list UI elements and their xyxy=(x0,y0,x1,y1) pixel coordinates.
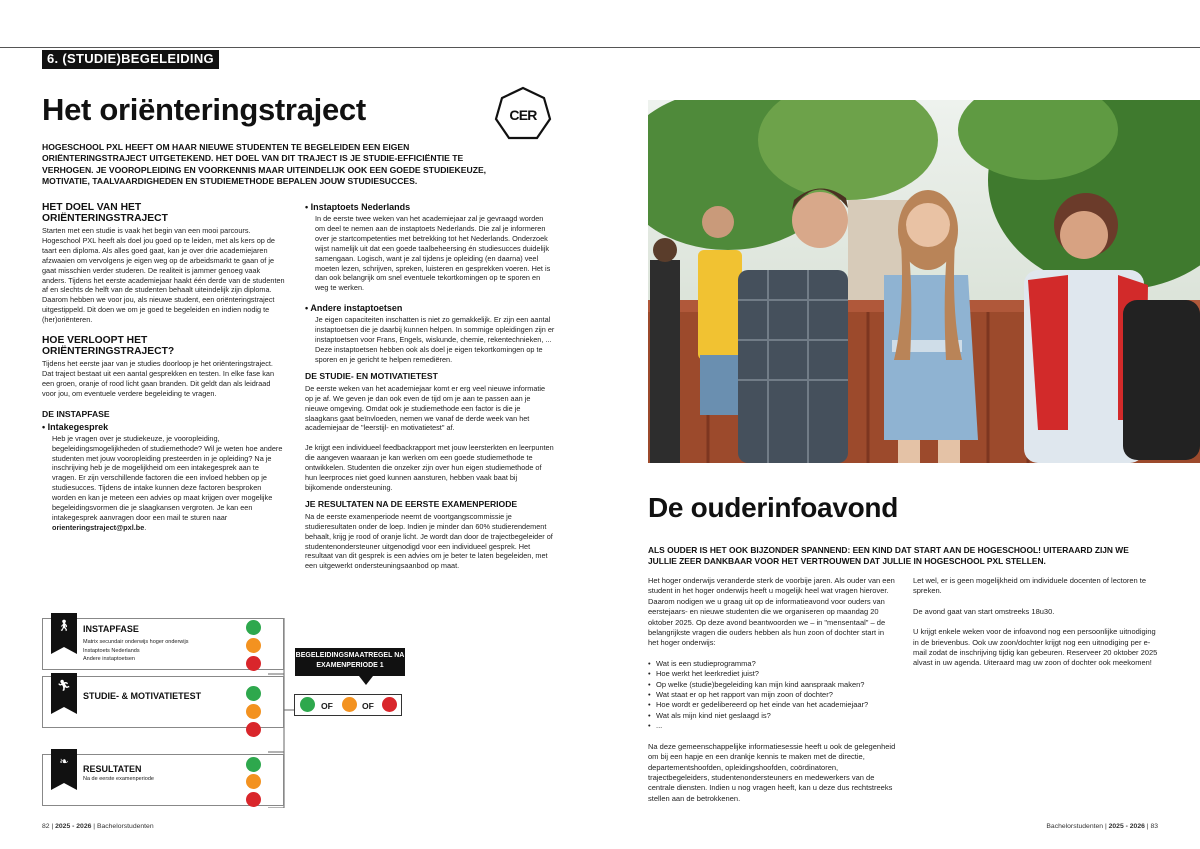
right-column-1 xyxy=(648,576,896,804)
list-item: • ... xyxy=(648,721,896,731)
paragraph-ouders-2: Na deze gemeenschappelijke informatiesessie heeft u ook de gelegenheid om bij een hapje en een drankje kennis te maken met de directie, departementshoofden, opleidingshoofden, coördinatoren, trajectbegeleiders, studentenondersteuners en medewerkers van de centrale diensten. Indien u nog vragen heeft, kan u deze dus rechtstreeks stellen aan de betrokkenen. xyxy=(648,741,896,803)
light-orange xyxy=(342,697,357,712)
heading-instapfase: DE INSTAPFASE xyxy=(42,408,110,419)
footer-separator: | xyxy=(1146,823,1149,830)
cer-badge-label: CER xyxy=(509,107,537,123)
diagram-title-resultaten: RESULTATEN xyxy=(83,764,142,774)
footer-year: 2025 - 2026 xyxy=(55,823,92,830)
email-link[interactable]: orienteringstraject@pxl.be xyxy=(52,522,145,532)
footer-label: Bachelorstudenten xyxy=(96,823,154,830)
page-number: 82 xyxy=(42,823,50,830)
section-tag: 6. (STUDIE)BEGELEIDING xyxy=(42,50,219,69)
paragraph-doel: Starten met een studie is vaak het begin van een mooi parcours. Hogeschool PXL heeft als doel jou goed op te leiden, met als kers op de taart een diploma. Als alles goed gaat, kan je over drie academiejaren afzwaaien om vervolgens je eigen weg op de arbeidsmarkt te gaan of je gaat misschien verder studeren. De realiteit is jammer genoeg vaak anders. Tijdens het eerste academiejaar haakt één derde van de studenten af en slechts de helft van de studenten behaalt uiteindelijk zijn diploma. Daarom hebben we voor jou, als nieuwe student, een oriënteringstraject uitgestippeld. Dit doen we om je goed te begeleiden en indien nodig te (her)oriënteren. xyxy=(42,226,285,325)
footer-separator: | xyxy=(51,823,54,830)
footer-year: 2025 - 2026 xyxy=(1108,823,1145,830)
section-title-ouderinfoavond: De ouderinfoavond xyxy=(648,492,899,523)
trophy-icon: ❧ xyxy=(51,749,77,783)
heading-verloop: HOE VERLOOPT HET ORIËNTERINGSTRAJECT? xyxy=(42,335,175,358)
light-red xyxy=(246,792,261,807)
light-green xyxy=(246,686,261,701)
bullet-instaptoets-nl: • Instaptoets Nederlands xyxy=(305,202,555,213)
light-orange xyxy=(246,704,261,719)
heading-doel: HET DOEL VAN HET ORIËNTERINGSTRAJECT xyxy=(42,202,168,224)
of-label-1: OF xyxy=(321,701,333,711)
intro-ouderinfoavond: ALS OUDER IS HET OOK BIJZONDER SPANNEND: EEN KIND DAT START AAN DE HOGESCHOOL! UITERAARD ZIJN WE JULLIE ZEER DANKBAAR VOOR HET VERTROUWEN DAT JULLIE IN HOGESCHOOL PXL STELLEN. xyxy=(648,545,1129,566)
result-lights-box xyxy=(294,694,402,716)
paragraph-let-wel: Let wel, er is geen mogelijkheid om individuele docenten of lectoren te spreken. xyxy=(913,576,1147,596)
page-number: 83 xyxy=(1150,823,1158,830)
diagram-items-resultaten xyxy=(83,775,154,784)
light-green xyxy=(246,620,261,635)
paragraph-uitnodiging: U krijgt enkele weken voor de infoavond nog een persoonlijke uitnodiging in de brievenbus. Ook uw zoon/dochter krijgt nog een uitnodiging per e-mail zodat de inschrijving tijdig kan gebeuren. Reserveer 20 oktober 2025 alvast in uw agenda. Uiteraard mag uw zoon of dochter ook meekomen! xyxy=(913,627,1158,668)
left-column-1 xyxy=(42,202,285,533)
light-green xyxy=(300,697,315,712)
page-title: Het oriënteringstraject xyxy=(42,92,366,127)
diagram-item: Instaptoets Nederlands xyxy=(83,647,140,654)
list-item: • Wat is een studieprogramma? xyxy=(648,659,896,669)
paragraph-andere: Je eigen capaciteiten inschatten is niet zo gemakkelijk. Er zijn een aantal instaptoetsen die je daarbij kunnen helpen. In sommige opleidingen zijn er instaptoetsen voor Frans, Engels, wiskunde, chemie, rekentechnieken, ... Deze instaptoetsen hebben ook als doel je eigen tekortkomingen op te sporen en je gericht te helpen remediëren. xyxy=(315,315,555,364)
bullet-intakegesprek: • Intakegesprek xyxy=(42,422,285,433)
questions-list xyxy=(648,659,896,732)
list-item: • Op welke (studie)begeleiding kan mijn kind aanspraak maken? xyxy=(648,680,896,690)
diagram-items-instapfase xyxy=(83,638,188,664)
walking-person-icon: 🚶︎ xyxy=(51,613,77,647)
footer-label: Bachelorstudenten xyxy=(1046,823,1104,830)
list-item: • Wat staat er op het rapport van mijn zoon of dochter? xyxy=(648,690,896,700)
light-green xyxy=(246,757,261,772)
diagram-item: Matrix secundair onderwijs hoger onderwijs xyxy=(83,639,189,645)
footer-right xyxy=(1046,823,1158,830)
list-item: • Hoe werkt het leerkrediet juist? xyxy=(648,669,896,679)
paragraph-ouders-1: Het hoger onderwijs veranderde sterk de voorbije jaren. Als ouder van een student in het hoger onderwijs heeft u mogelijk heel wat vragen hierover. Daarom nodigen we u graag uit op de informatieavond voor ouders van eerstejaars- en nieuwe studenten die we organiseren op maandag 20 oktober 2025. Op deze avond beantwoorden we – in "mensentaal" – de belangrijkste vragen die ouders hebben als hun zoon of dochter start in het hoger onderwijs: xyxy=(648,576,895,648)
list-item: • Wat als mijn kind niet geslaagd is? xyxy=(648,711,896,721)
running-person-icon: 🏃︎ xyxy=(51,673,77,707)
left-column-2 xyxy=(305,202,555,571)
diagram-box-motivatietest xyxy=(42,676,284,728)
right-column-2 xyxy=(913,576,1163,669)
cer-badge xyxy=(494,86,552,144)
list-item: • Hoe wordt er gedelibereerd op het einde van het academiejaar? xyxy=(648,700,896,710)
diagram-item: Na de eerste examenperiode xyxy=(83,776,154,782)
intake-text: Heb je vragen over je studiekeuze, je vooropleiding, begeleidingsmogelijkheden of studiemethode? Wil je weten hoe andere studenten met jouw vooropleiding presteerden in je opleiding? Na je inschrijving heb je de mogelijkheid om een intakegesprek aan te vragen. Er zijn verschillende factoren die een invloed hebben op je studiesucces. Tijdens de intake kunnen deze factoren besproken worden en kan je meteen een advies op maat krijgen over mogelijke begeleidingsvormen die je slaagkansen vergroten. Je kan een intakegesprek aanvragen door een mail te sturen naar xyxy=(52,433,283,522)
light-red xyxy=(246,656,261,671)
diagram-title-instapfase: INSTAPFASE xyxy=(83,624,139,634)
heading-motivatietest: DE STUDIE- EN MOTIVATIETEST xyxy=(305,370,438,381)
paragraph-intake xyxy=(42,434,285,533)
intro-text: HOGESCHOOL PXL HEEFT OM HAAR NIEUWE STUDENTEN TE BEGELEIDEN EEN EIGEN ORIËNTERINGSTRAJECT UITGETEKEND. HET DOEL VAN DIT TRAJECT IS JE STUDIE-EFFICIËNTIE TE VERHOGEN. JE VOOROPLEIDING EN VOORKENNIS MAAR UITEINDELIJK OOK EEN GOEDE STUDIEKEUZE, MOTIVATIE, TAALVAARDIGHEDEN EN STUDIEMETHODE BEPALEN JOUW STUDIESUCCES. xyxy=(42,142,487,187)
heading-resultaten: JE RESULTATEN NA DE EERSTE EXAMENPERIODE xyxy=(305,498,518,509)
of-label-2: OF xyxy=(362,701,374,711)
light-red xyxy=(382,697,397,712)
intake-dot: . xyxy=(144,522,147,532)
paragraph-instaptoets-nl: In de eerste twee weken van het academiejaar zal je gevraagd worden om deel te nemen aan de instaptoets Nederlands. Die zal je informeren over je startcompetenties met betrekking tot het Nederlands. Onderzoek wijst namelijk uit dat een goede taalbeheersing én studiesucces duidelijk samengaan. Logisch, want je zal tijdens je opleiding (en daarna) veel moeten lezen, schrijven, spreken, luisteren en gesprekken voeren. Het is dan ook belangrijk om snel eventuele tekortkomingen op te sporen en weg te werken. xyxy=(315,214,551,293)
paragraph-verloop: Tijdens het eerste jaar van je studies doorloop je het oriënteringstraject. Dat traject bestaat uit een aantal gesprekken en testen. In elke fase kan een groen, oranje of rood licht gaan branden. Dit geldt dan als leidraad voor jou, om eventuele verdere begeleiding te vragen. xyxy=(42,359,275,398)
diagram-item: Andere instaptoetsen xyxy=(83,656,135,663)
footer-separator: | xyxy=(93,823,96,830)
callout-begeleidingsmaatregel: BEGELEIDINGSMAATREGEL NA EXAMENPERIODE 1 xyxy=(295,648,405,676)
light-orange xyxy=(246,774,261,789)
light-red xyxy=(246,722,261,737)
paragraph-resultaten: Na de eerste examenperiode neemt de voortgangscommissie je studieresultaten onder de loep. Indien je minder dan 60% studierendement behaalt, krijg je rood of oranje licht. Je wordt dan door de trajectbegeleider of studentenondersteuner uitgenodigd voor een individueel gesprek. Het resultaat van dit gesprek is een advies om je beter te laten begeleiden, met een uitgewerkt ondersteuningsaanbod op maat. xyxy=(305,511,553,571)
students-photo xyxy=(648,100,1200,463)
top-rule xyxy=(0,47,1200,48)
paragraph-motivatie-1: De eerste weken van het academiejaar komt er erg veel nieuwe informatie op je af. We geven je dan ook even de tijd om je aan te passen aan je nieuwe omgeving. Omdat ook je studiemethode een factor is die je slaagkans gaat beïnvloeden, nemen we vanaf de derde week van het academiejaar de "leerstijl- en motivatietest" af. xyxy=(305,383,546,433)
footer-separator: | xyxy=(1104,823,1107,830)
diagram-title-motivatietest: STUDIE- & MOTIVATIETEST xyxy=(83,691,202,701)
light-orange xyxy=(246,638,261,653)
paragraph-motivatie-2: Je krijgt een individueel feedbackrapport met jouw leersterkten en leerpunten die aangeven waaraan je kan werken om een goede studiemethode te ontwikkelen. Studenten die onzeker zijn over hun eigen studiemethode of hun leerproces niet goed kunnen aansturen, hebben vaak baat bij bijkomende ondersteuning. xyxy=(305,443,554,492)
paragraph-start: De avond gaat van start omstreeks 18u30. xyxy=(913,606,1055,616)
footer-left xyxy=(42,823,154,830)
bullet-andere-instaptoetsen: • Andere instaptoetsen xyxy=(305,303,555,314)
